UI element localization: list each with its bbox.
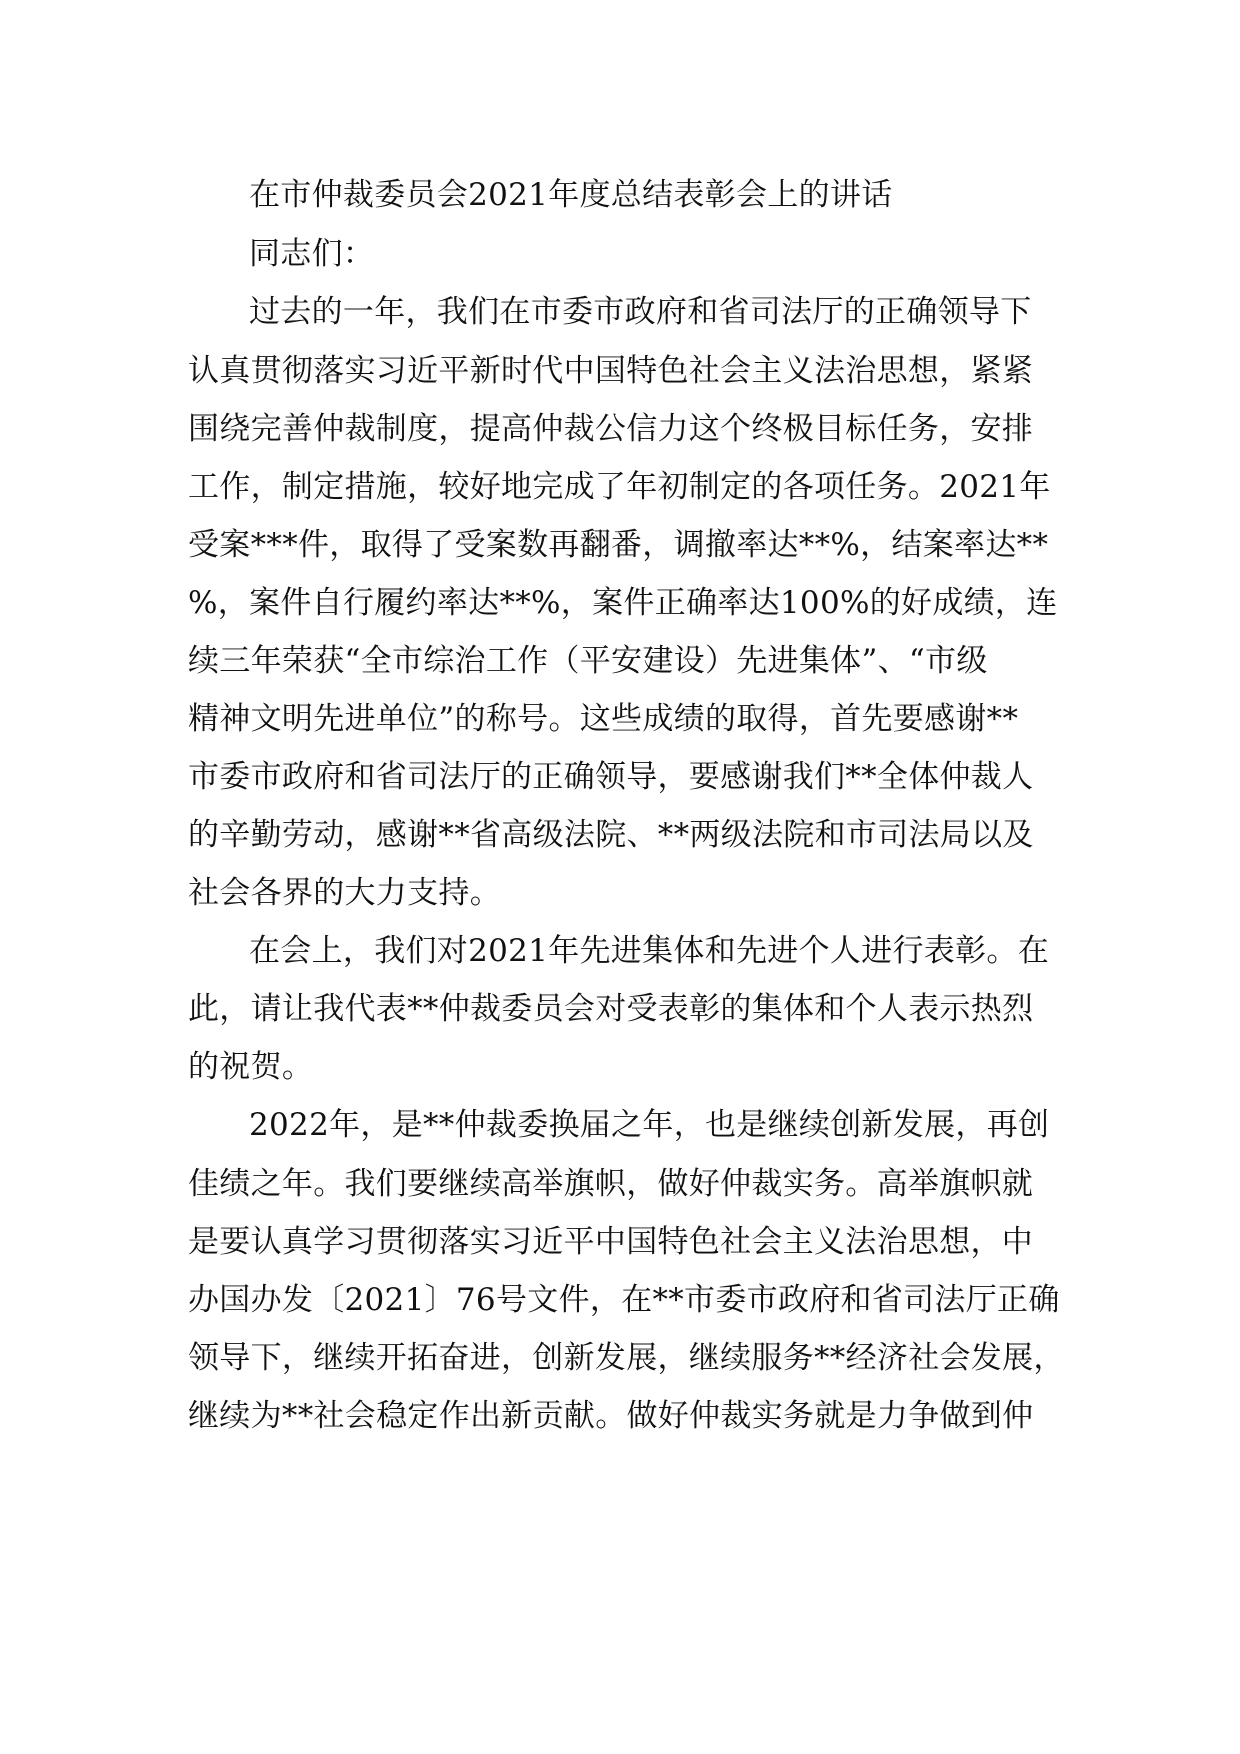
document-title: 在市仲裁委员会2021年度总结表彰会上的讲话 <box>249 177 893 213</box>
body-line: 2022年，是**仲裁委换届之年，也是继续创新发展，再创 <box>249 1107 1050 1143</box>
body-line: 社会各界的大力支持。 <box>188 875 501 911</box>
body-line: 工作，制定措施，较好地完成了年初制定的各项任务。2021年 <box>188 469 1051 505</box>
body-line: %，案件自行履约率达**%，案件正确率达100%的好成绩，连 <box>188 585 1058 621</box>
body-line: 续三年荣获“全市综治工作（平安建设）先进集体”、“市级 <box>188 643 988 679</box>
body-line: 的祝贺。 <box>188 1049 314 1085</box>
body-line: 此，请让我代表**仲裁委员会对受表彰的集体和个人表示热烈 <box>188 991 1034 1027</box>
body-line: 领导下，继续开拓奋进，创新发展，继续服务**经济社会发展， <box>188 1340 1065 1376</box>
body-line: 精神文明先进单位”的称号。这些成绩的取得，首先要感谢** <box>188 701 1019 737</box>
body-line: 在会上，我们对2021年先进集体和先进个人进行表彰。在 <box>249 933 1049 969</box>
salutation: 同志们： <box>249 236 375 272</box>
body-line: 市委市政府和省司法厅的正确领导，要感谢我们**全体仲裁人 <box>188 759 1034 795</box>
body-line: 是要认真学习贯彻落实习近平中国特色社会主义法治思想，中 <box>188 1224 1034 1260</box>
body-line: 办国办发〔2021〕76号文件，在**市委市政府和省司法厅正确 <box>188 1282 1060 1318</box>
body-line: 围绕完善仲裁制度，提高仲裁公信力这个终极目标任务，安排 <box>188 411 1034 447</box>
body-line: 过去的一年，我们在市委市政府和省司法厅的正确领导下 <box>249 294 1032 330</box>
body-line: 受案***件，取得了受案数再翻番，调撤率达**%，结案率达** <box>188 527 1049 563</box>
body-line: 继续为**社会稳定作出新贡献。做好仲裁实务就是力争做到仲 <box>188 1398 1034 1434</box>
body-line: 认真贯彻落实习近平新时代中国特色社会主义法治思想，紧紧 <box>188 353 1034 389</box>
body-line: 佳绩之年。我们要继续高举旗帜，做好仲裁实务。高举旗帜就 <box>188 1166 1034 1202</box>
body-line: 的辛勤劳动，感谢**省高级法院、**两级法院和市司法局以及 <box>188 817 1034 853</box>
